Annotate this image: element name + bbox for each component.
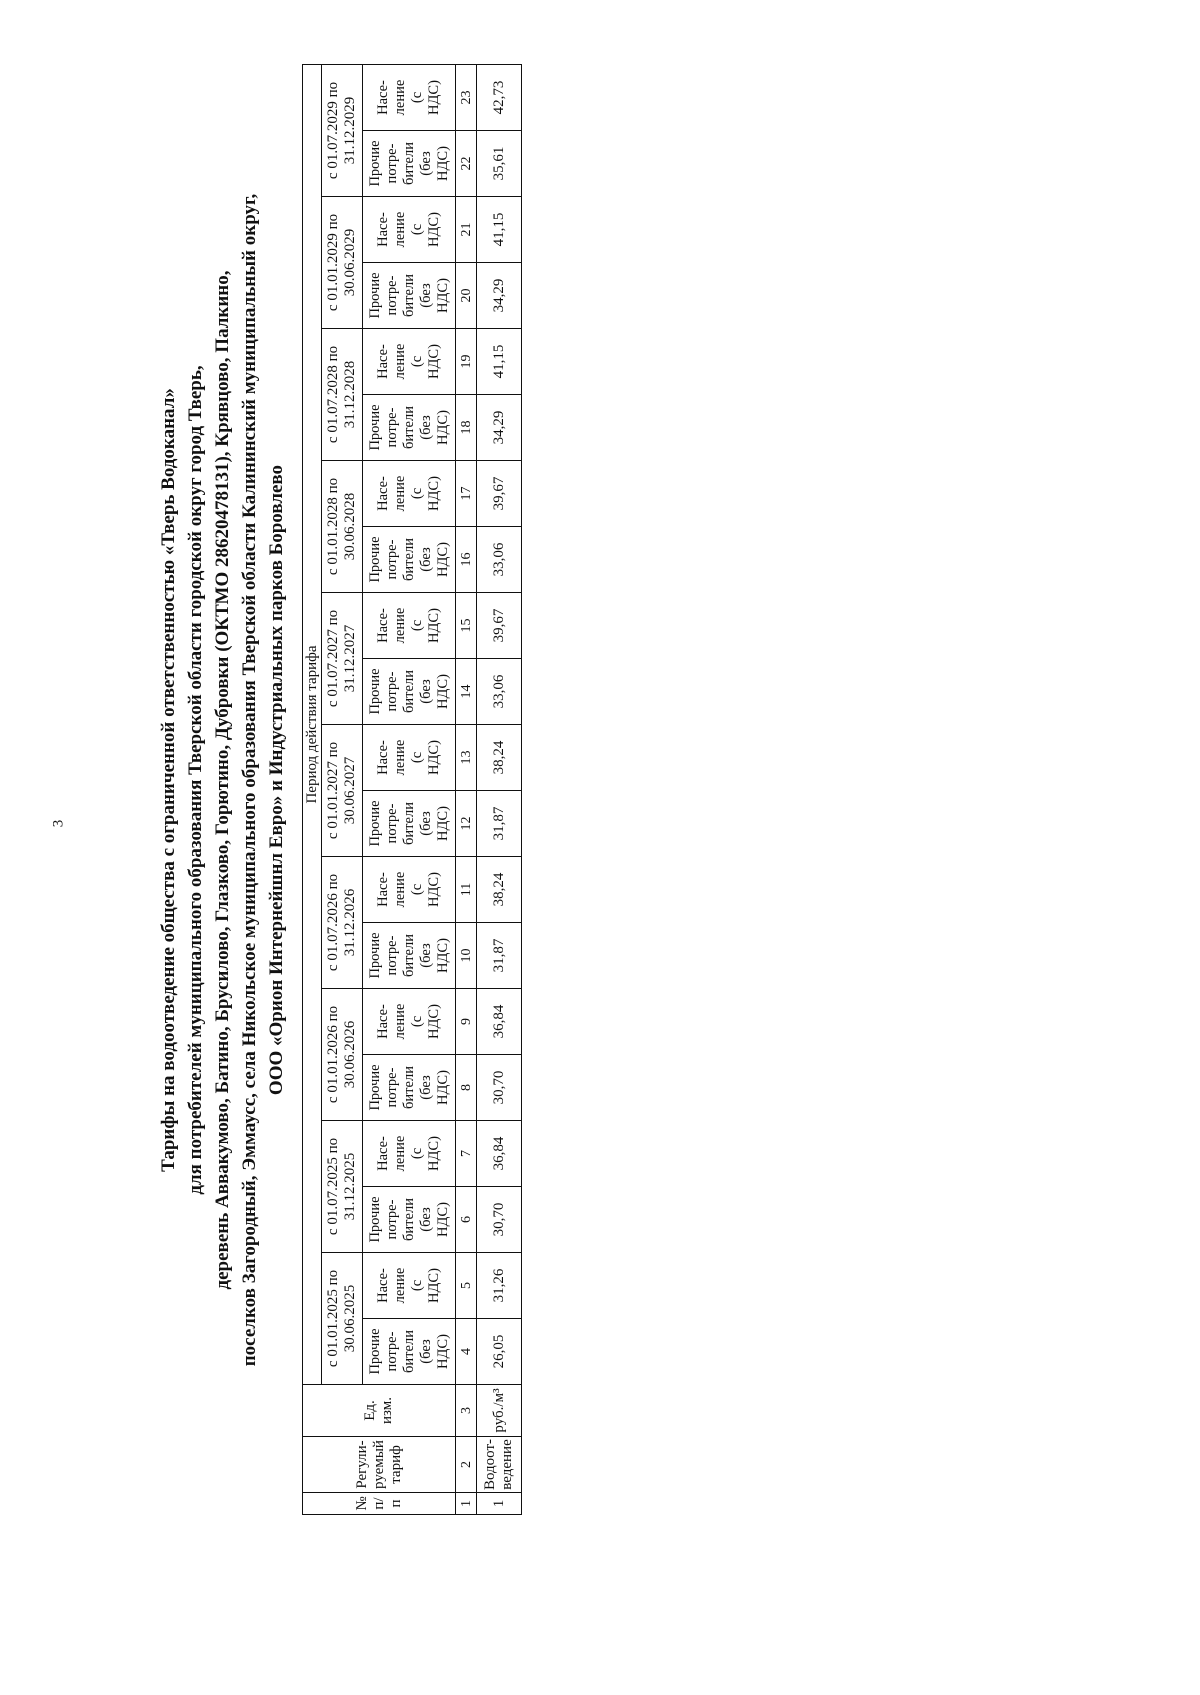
category-text: Прочие bbox=[366, 932, 383, 979]
column-number: 22 bbox=[456, 131, 477, 197]
population-label bbox=[363, 197, 456, 263]
tariff-value: 42,73 bbox=[477, 65, 522, 131]
category-text: потре- bbox=[383, 671, 400, 712]
category-text: (без bbox=[417, 151, 434, 176]
category-text: НДС) bbox=[434, 410, 451, 445]
other-consumers-label bbox=[363, 1055, 456, 1121]
category-text: НДС) bbox=[434, 542, 451, 577]
column-number: 20 bbox=[456, 263, 477, 329]
category-text: Прочие bbox=[366, 800, 383, 847]
other-consumers-label bbox=[363, 263, 456, 329]
category-text: бители bbox=[400, 142, 417, 185]
category-text: Насе- bbox=[375, 476, 391, 511]
category-text: бители bbox=[400, 1066, 417, 1109]
heading-line: Тарифы на водоотведение общества с ограниченной ответственностью «Тверь Водоканал» bbox=[158, 388, 179, 1172]
category-text: НДС) bbox=[434, 938, 451, 973]
column-number: 17 bbox=[456, 461, 477, 527]
category-text: (с bbox=[409, 883, 425, 896]
category-text: Насе- bbox=[375, 1136, 391, 1171]
category-text: бители bbox=[400, 538, 417, 581]
column-number: 10 bbox=[456, 923, 477, 989]
column-number: 15 bbox=[456, 593, 477, 659]
category-text: ление bbox=[392, 607, 408, 644]
category-text: (с bbox=[409, 619, 425, 632]
category-text: потре- bbox=[383, 143, 400, 184]
tariff-table bbox=[302, 64, 522, 1515]
category-text: (без bbox=[417, 1339, 434, 1364]
column-number: 23 bbox=[456, 65, 477, 131]
category-text: потре- bbox=[383, 1067, 400, 1108]
category-text: (с bbox=[409, 223, 425, 236]
tariff-value: 35,61 bbox=[477, 131, 522, 197]
category-text: НДС) bbox=[434, 806, 451, 841]
category-text: (с bbox=[409, 91, 425, 104]
other-consumers-label bbox=[363, 923, 456, 989]
header-period: Период действия тарифа bbox=[303, 65, 322, 1385]
row-tariff-name: Водоот-ведение bbox=[477, 1437, 522, 1493]
column-number: 14 bbox=[456, 659, 477, 725]
category-text: НДС) bbox=[426, 608, 442, 643]
header-tariff: Регули-руемый тариф bbox=[303, 1437, 456, 1493]
population-label bbox=[363, 65, 456, 131]
population-label bbox=[363, 1253, 456, 1319]
period-dates-row bbox=[322, 65, 363, 1515]
category-text: НДС) bbox=[426, 1136, 442, 1171]
tariff-value: 31,26 bbox=[477, 1253, 522, 1319]
category-text: НДС) bbox=[434, 146, 451, 181]
population-label bbox=[363, 329, 456, 395]
category-text: (с bbox=[409, 1279, 425, 1292]
column-number-row bbox=[456, 65, 477, 1515]
tariff-value-row bbox=[477, 65, 522, 1515]
tariff-value: 41,15 bbox=[477, 329, 522, 395]
population-label bbox=[363, 857, 456, 923]
category-text: бители bbox=[400, 274, 417, 317]
tariff-value: 34,29 bbox=[477, 263, 522, 329]
column-number: 18 bbox=[456, 395, 477, 461]
category-text: НДС) bbox=[434, 1334, 451, 1369]
heading-line: ООО «Орион Интернейшнл Евро» и Индустриальных парков Боровлево bbox=[266, 464, 287, 1096]
category-text: бители bbox=[400, 934, 417, 977]
category-text: НДС) bbox=[426, 476, 442, 511]
heading-line: деревень Аввакумово, Батино, Брусилово, Глазково, Горютино, Дубровки (ОКТМО 28620478131), Крявцово, Палкино, bbox=[212, 270, 233, 1290]
period-date: с 01.07.2028 по 31.12.2028 bbox=[322, 329, 363, 461]
category-text: Прочие bbox=[366, 1196, 383, 1243]
column-number: 21 bbox=[456, 197, 477, 263]
category-text: Насе- bbox=[375, 872, 391, 907]
column-number: 7 bbox=[456, 1121, 477, 1187]
category-text: (с bbox=[409, 1147, 425, 1160]
category-text: бители bbox=[400, 1330, 417, 1373]
tariff-value: 36,84 bbox=[477, 989, 522, 1055]
rotated-document bbox=[155, 0, 522, 1560]
category-text: Насе- bbox=[375, 80, 391, 115]
category-text: НДС) bbox=[434, 278, 451, 313]
category-text: (без bbox=[417, 1207, 434, 1232]
other-consumers-label bbox=[363, 395, 456, 461]
category-text: Прочие bbox=[366, 1064, 383, 1111]
category-text: (с bbox=[409, 751, 425, 764]
population-label bbox=[363, 725, 456, 791]
population-label bbox=[363, 593, 456, 659]
category-text: Насе- bbox=[375, 212, 391, 247]
population-label bbox=[363, 461, 456, 527]
heading-line: поселков Загородный, Эммаусс, села Никольское муниципального образования Тверской области Калининский муниципальный округ, bbox=[239, 193, 260, 1367]
tariff-value: 30,70 bbox=[477, 1055, 522, 1121]
category-text: ление bbox=[392, 1267, 408, 1304]
tariff-value: 33,06 bbox=[477, 527, 522, 593]
other-consumers-label bbox=[363, 1319, 456, 1385]
category-text: Прочие bbox=[366, 536, 383, 583]
category-text: потре- bbox=[383, 539, 400, 580]
other-consumers-label bbox=[363, 791, 456, 857]
category-text: потре- bbox=[383, 935, 400, 976]
period-date: с 01.01.2028 по 30.06.2028 bbox=[322, 461, 363, 593]
category-text: бители bbox=[400, 1198, 417, 1241]
row-unit: руб./м³ bbox=[477, 1385, 522, 1437]
tariff-value: 26,05 bbox=[477, 1319, 522, 1385]
category-text: Насе- bbox=[375, 608, 391, 643]
category-text: Прочие bbox=[366, 404, 383, 451]
tariff-value: 36,84 bbox=[477, 1121, 522, 1187]
column-number: 2 bbox=[456, 1437, 477, 1493]
other-consumers-label bbox=[363, 131, 456, 197]
column-number: 8 bbox=[456, 1055, 477, 1121]
category-text: НДС) bbox=[434, 1070, 451, 1105]
column-number: 6 bbox=[456, 1187, 477, 1253]
category-text: НДС) bbox=[426, 80, 442, 115]
category-text: ление bbox=[392, 1003, 408, 1040]
category-text: потре- bbox=[383, 407, 400, 448]
category-text: Прочие bbox=[366, 140, 383, 187]
tariff-value: 38,24 bbox=[477, 857, 522, 923]
tariff-value: 34,29 bbox=[477, 395, 522, 461]
category-text: бители bbox=[400, 406, 417, 449]
category-text: Прочие bbox=[366, 1328, 383, 1375]
period-date: с 01.07.2026 по 31.12.2026 bbox=[322, 857, 363, 989]
population-label bbox=[363, 989, 456, 1055]
category-text: Насе- bbox=[375, 344, 391, 379]
category-text: потре- bbox=[383, 803, 400, 844]
tariff-value: 31,87 bbox=[477, 791, 522, 857]
row-number: 1 bbox=[477, 1493, 522, 1515]
tariff-value: 39,67 bbox=[477, 461, 522, 527]
document-heading bbox=[155, 20, 290, 1540]
period-date: с 01.01.2026 по 30.06.2026 bbox=[322, 989, 363, 1121]
category-text: ление bbox=[392, 1135, 408, 1172]
column-number: 19 bbox=[456, 329, 477, 395]
population-label bbox=[363, 1121, 456, 1187]
period-date: с 01.01.2025 по 30.06.2025 bbox=[322, 1253, 363, 1385]
category-text: НДС) bbox=[426, 740, 442, 775]
category-text: ление bbox=[392, 211, 408, 248]
other-consumers-label bbox=[363, 1187, 456, 1253]
tariff-value: 31,87 bbox=[477, 923, 522, 989]
column-number: 16 bbox=[456, 527, 477, 593]
column-number: 5 bbox=[456, 1253, 477, 1319]
category-text: Прочие bbox=[366, 272, 383, 319]
category-text: НДС) bbox=[426, 212, 442, 247]
category-text: Насе- bbox=[375, 740, 391, 775]
category-text: ление bbox=[392, 475, 408, 512]
category-text: НДС) bbox=[426, 1004, 442, 1039]
column-number: 1 bbox=[456, 1493, 477, 1515]
category-text: Насе- bbox=[375, 1268, 391, 1303]
category-text: ление bbox=[392, 739, 408, 776]
period-date: с 01.07.2029 по 31.12.2029 bbox=[322, 65, 363, 197]
column-number: 4 bbox=[456, 1319, 477, 1385]
category-text: (без bbox=[417, 1075, 434, 1100]
category-text: потре- bbox=[383, 1199, 400, 1240]
column-number: 9 bbox=[456, 989, 477, 1055]
category-text: бители bbox=[400, 670, 417, 713]
category-text: НДС) bbox=[434, 674, 451, 709]
category-text: (без bbox=[417, 547, 434, 572]
other-consumers-label bbox=[363, 659, 456, 725]
category-text: (без bbox=[417, 811, 434, 836]
tariff-value: 30,70 bbox=[477, 1187, 522, 1253]
heading-line: для потребителей муниципального образования Тверской области городской округ город Тверь, bbox=[185, 365, 206, 1195]
category-text: НДС) bbox=[426, 1268, 442, 1303]
period-date: с 01.01.2029 по 30.06.2029 bbox=[322, 197, 363, 329]
category-text: бители bbox=[400, 802, 417, 845]
category-text: ление bbox=[392, 871, 408, 908]
header-no: № п/п bbox=[303, 1493, 456, 1515]
page-number: 3 bbox=[50, 819, 67, 828]
tariff-value: 38,24 bbox=[477, 725, 522, 791]
category-text: (без bbox=[417, 943, 434, 968]
tariff-value: 41,15 bbox=[477, 197, 522, 263]
tariff-value: 39,67 bbox=[477, 593, 522, 659]
header-unit: Ед. изм. bbox=[303, 1385, 456, 1437]
category-text: (без bbox=[417, 283, 434, 308]
category-text: НДС) bbox=[426, 344, 442, 379]
category-text: (с bbox=[409, 1015, 425, 1028]
category-text: ление bbox=[392, 343, 408, 380]
category-text: (с bbox=[409, 355, 425, 368]
consumer-category-row bbox=[363, 65, 456, 1515]
category-text: потре- bbox=[383, 1331, 400, 1372]
category-text: потре- bbox=[383, 275, 400, 316]
category-text: Насе- bbox=[375, 1004, 391, 1039]
column-number: 3 bbox=[456, 1385, 477, 1437]
period-date: с 01.07.2025 по 31.12.2025 bbox=[322, 1121, 363, 1253]
tariff-value: 33,06 bbox=[477, 659, 522, 725]
category-text: (без bbox=[417, 679, 434, 704]
column-number: 12 bbox=[456, 791, 477, 857]
category-text: Прочие bbox=[366, 668, 383, 715]
other-consumers-label bbox=[363, 527, 456, 593]
category-text: НДС) bbox=[426, 872, 442, 907]
category-text: (с bbox=[409, 487, 425, 500]
period-date: с 01.01.2027 по 30.06.2027 bbox=[322, 725, 363, 857]
period-date: с 01.07.2027 по 31.12.2027 bbox=[322, 593, 363, 725]
category-text: (без bbox=[417, 415, 434, 440]
category-text: НДС) bbox=[434, 1202, 451, 1237]
column-number: 11 bbox=[456, 857, 477, 923]
category-text: ление bbox=[392, 79, 408, 116]
column-number: 13 bbox=[456, 725, 477, 791]
